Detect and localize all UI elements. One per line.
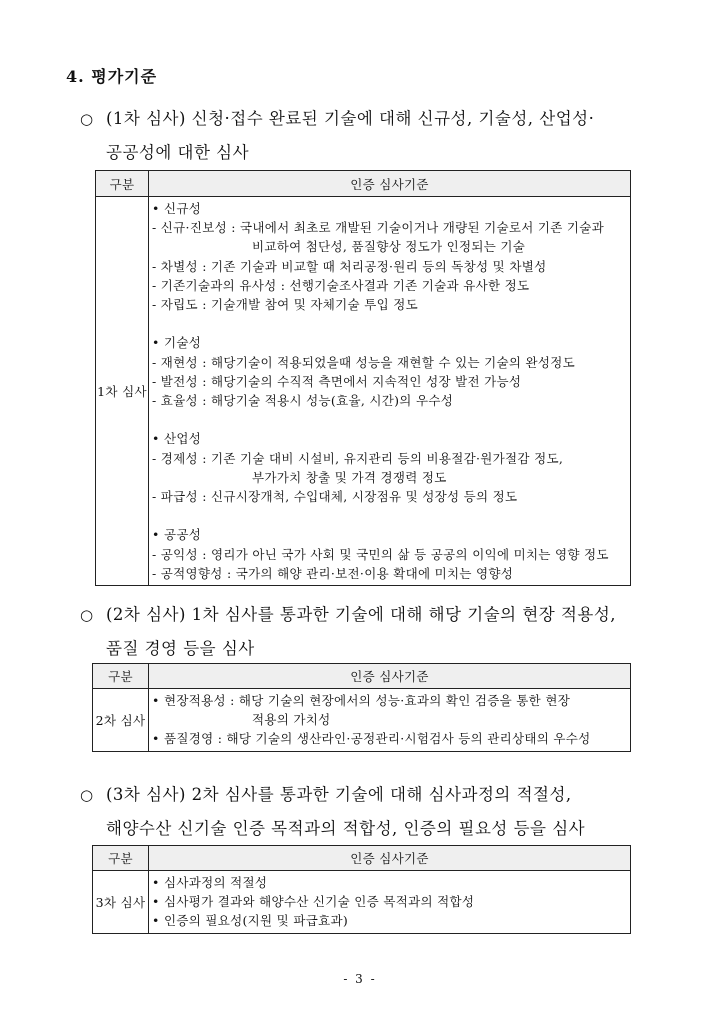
criteria-line: • 품질경영 : 해당 기술의 생산라인·공정관리·시험검사 등의 관리상태의 우수성 <box>152 731 591 747</box>
criteria-line: 적용의 가치성 <box>252 712 331 728</box>
criteria-line: - 차별성 : 기존 기술과 비교할 때 처리공정·원리 등의 독창성 및 차별성 <box>152 258 547 274</box>
criteria-line: - 기존기술과의 유사성 : 선행기술조사결과 기존 기술과 유사한 정도 <box>152 277 530 293</box>
criteria-line: - 효율성 : 해당기술 적용시 성능(효율, 시간)의 우수성 <box>152 393 454 409</box>
bullet-symbol: ○ <box>80 606 94 624</box>
paragraph-3 <box>80 778 660 845</box>
criteria-body <box>149 871 631 934</box>
bullet-symbol: ○ <box>80 110 94 128</box>
paragraph-line: 품질 경영 등을 심사 <box>106 639 255 658</box>
criteria-table-3 <box>92 845 631 934</box>
table-header-criteria: 인증 심사기준 <box>149 664 631 689</box>
paragraph-1 <box>80 102 660 169</box>
criteria-line: • 현장적용성 : 해당 기술의 현장에서의 성능·효과의 확인 검증을 통한 현장 <box>152 693 571 708</box>
criteria-table-2 <box>92 663 631 752</box>
table-header-category: 구분 <box>93 664 149 689</box>
criteria-line: • 심사평가 결과와 해양수산 신기술 인증 목적과의 적합성 <box>152 894 475 910</box>
section-title: 4. 평가기준 <box>66 67 158 86</box>
criteria-line: • 심사과정의 적절성 <box>152 875 268 890</box>
paragraph-line: (1차 심사) 신청·접수 완료된 기술에 대해 신규성, 기술성, 산업성· <box>106 109 595 128</box>
criteria-line: - 공익성 : 영리가 아닌 국가 사회 및 국민의 삶 등 공공의 이익에 미치는 영향 정도 <box>152 546 609 562</box>
review-stage-label: 2차 심사 <box>93 689 149 752</box>
paragraph-line: (3차 심사) 2차 심사를 통과한 기술에 대해 심사과정의 적절성, <box>106 785 572 804</box>
criteria-line: • 기술성 <box>152 335 202 351</box>
paragraph-line: (2차 심사) 1차 심사를 통과한 기술에 대해 해당 기술의 현장 적용성, <box>106 605 617 624</box>
table-header-criteria: 인증 심사기준 <box>149 171 631 197</box>
criteria-line: • 공공성 <box>152 527 202 543</box>
review-stage-label: 3차 심사 <box>93 871 149 934</box>
criteria-line: • 신규성 <box>152 201 202 216</box>
criteria-line: • 인증의 필요성(지원 및 파급효과) <box>152 913 348 929</box>
criteria-line: - 파급성 : 신규시장개척, 수입대체, 시장점유 및 성장성 등의 정도 <box>152 489 518 505</box>
table-header-category: 구분 <box>93 846 149 871</box>
criteria-body <box>149 689 631 752</box>
paragraph-line: 해양수산 신기술 인증 목적과의 적합성, 인증의 필요성 등을 심사 <box>106 819 586 838</box>
criteria-line: - 자립도 : 기술개발 참여 및 자체기술 투입 정도 <box>152 297 418 313</box>
criteria-table-1 <box>95 170 631 586</box>
paragraph-2 <box>80 598 660 665</box>
table-header-criteria: 인증 심사기준 <box>149 846 631 871</box>
criteria-body <box>149 197 631 586</box>
criteria-line: - 발전성 : 해당기술의 수직적 측면에서 지속적인 성장 발전 가능성 <box>152 373 522 389</box>
paragraph-line: 공공성에 대한 심사 <box>106 143 250 162</box>
criteria-line: - 경제성 : 기존 기술 대비 시설비, 유지관리 등의 비용절감·원가절감 정도, <box>152 450 564 466</box>
criteria-line: - 신규·진보성 : 국내에서 최초로 개발된 기술이거나 개량된 기술로서 기존 기술과 <box>152 220 605 236</box>
page-number: - 3 - <box>343 972 377 986</box>
table-header-category: 구분 <box>96 171 149 197</box>
criteria-line: 비교하여 첨단성, 품질향상 정도가 인정되는 기술 <box>252 239 526 255</box>
criteria-line: • 산업성 <box>152 431 202 447</box>
bullet-symbol: ○ <box>80 786 94 804</box>
review-stage-label: 1차 심사 <box>96 197 149 586</box>
criteria-line: - 재현성 : 해당기술이 적용되었을때 성능을 재현할 수 있는 기술의 완성정도 <box>152 354 576 370</box>
criteria-line: - 공적영향성 : 국가의 해양 관리·보전·이용 확대에 미치는 영향성 <box>152 565 514 581</box>
criteria-line: 부가가치 창출 및 가격 경쟁력 정도 <box>252 469 447 485</box>
